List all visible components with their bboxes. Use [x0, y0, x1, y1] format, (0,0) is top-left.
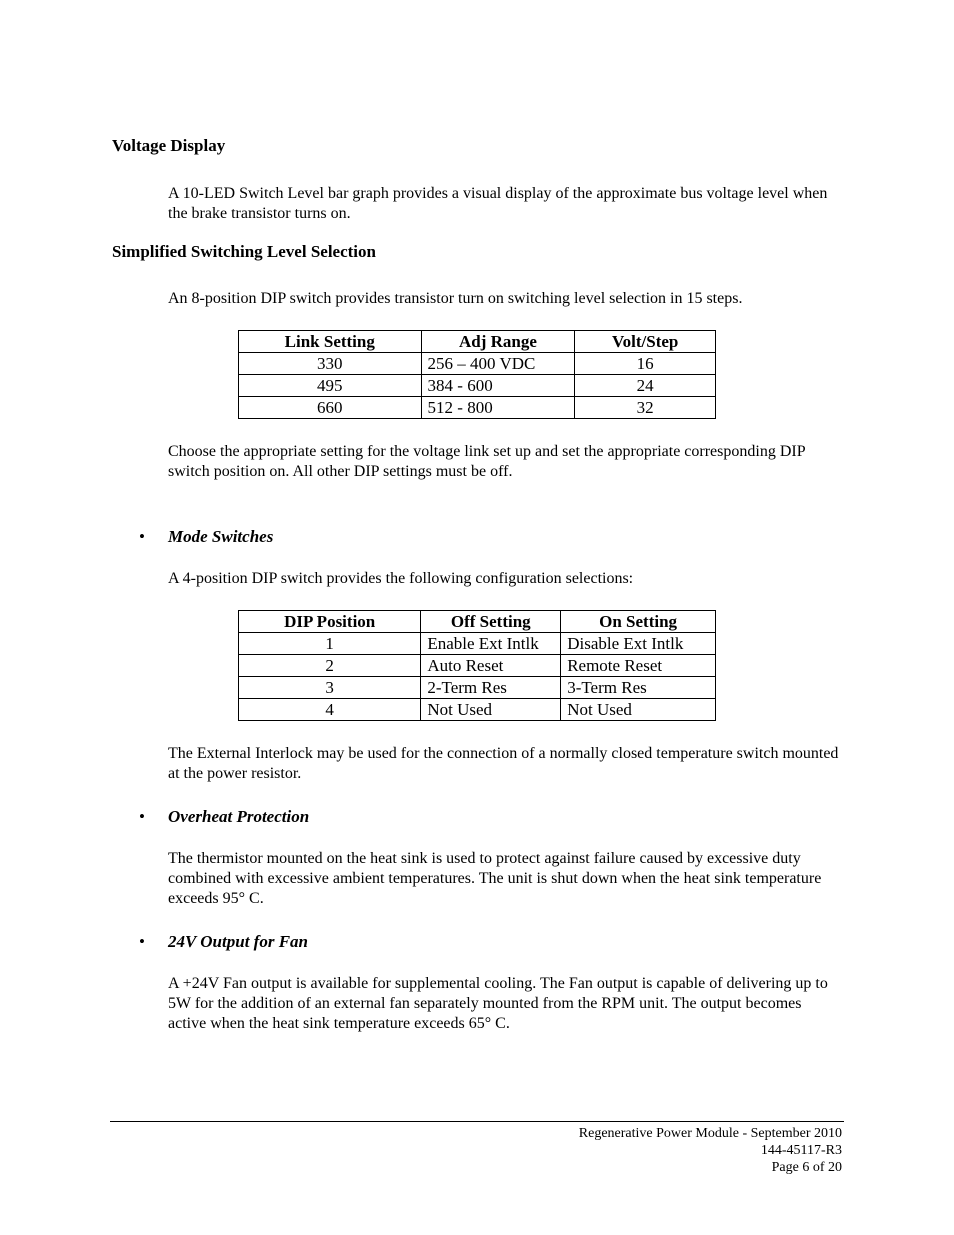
table-cell: 4: [239, 699, 421, 721]
table-cell: 3-Term Res: [561, 677, 716, 699]
table-header-cell: On Setting: [561, 611, 716, 633]
table-header-cell: Volt/Step: [575, 331, 716, 353]
bullet-title: Mode Switches: [168, 527, 274, 546]
overheat-paragraph: The thermistor mounted on the heat sink is used to protect against failure caused by excessive duty combined with excessive ambient temperatures. The unit is shut down when the heat sink temperature exceeds 95° C.: [168, 850, 822, 907]
table-row: [239, 633, 716, 655]
fan-output-paragraph: A +24V Fan output is available for supplemental cooling. The Fan output is capable of delivering up to 5W for the addition of an external fan separately mounted from the RPM unit. The output becomes active when the heat sink temperature exceeds 65° C.: [168, 975, 828, 1032]
table-header-cell: Adj Range: [421, 331, 575, 353]
table-row: [239, 397, 716, 419]
footer-document-number: 144-45117-R3: [760, 1143, 842, 1158]
table-cell: 256 – 400 VDC: [421, 353, 575, 375]
voltage-display-paragraph: A 10-LED Switch Level bar graph provides a visual display of the approximate bus voltage level when the brake transistor turns on.: [168, 185, 828, 222]
bullet-overheat-protection: [0, 807, 954, 827]
table-cell: 24: [575, 375, 716, 397]
table-cell: 3: [239, 677, 421, 699]
bullet-mode-switches: [0, 527, 954, 547]
table-cell: 660: [239, 397, 422, 419]
table-cell: 330: [239, 353, 422, 375]
bullet-icon: •: [139, 527, 145, 546]
table-row: [239, 375, 716, 397]
table-header-cell: DIP Position: [239, 611, 421, 633]
bullet-icon: •: [139, 932, 145, 951]
section-heading-voltage-display: Voltage Display: [112, 136, 226, 155]
table-header-row: [239, 611, 716, 633]
table-cell: 1: [239, 633, 421, 655]
table-cell: 384 - 600: [421, 375, 575, 397]
footer-document-title: Regenerative Power Module - September 2010: [578, 1126, 842, 1141]
dip-position-table: [238, 610, 716, 721]
section-heading-switching-level: Simplified Switching Level Selection: [112, 242, 376, 261]
footer-page-number: Page 6 of 20: [771, 1160, 842, 1175]
table-cell: 495: [239, 375, 422, 397]
bullet-title: Overheat Protection: [168, 807, 310, 826]
link-setting-table: [238, 330, 716, 419]
table-cell: Disable Ext Intlk: [561, 633, 716, 655]
table-row: [239, 655, 716, 677]
mode-switches-note: The External Interlock may be used for the connection of a normally closed temperature switch mounted at the power resistor.: [168, 745, 839, 782]
bullet-icon: •: [139, 807, 145, 826]
table-cell: 32: [575, 397, 716, 419]
bullet-fan-output: [0, 932, 954, 952]
table-header-cell: Off Setting: [421, 611, 561, 633]
bullet-title: 24V Output for Fan: [168, 932, 308, 951]
footer-divider: [110, 1121, 844, 1122]
table-cell: Not Used: [561, 699, 716, 721]
table-row: [239, 699, 716, 721]
table-row: [239, 677, 716, 699]
table-cell: 2: [239, 655, 421, 677]
table-cell: Not Used: [421, 699, 561, 721]
switching-level-note: Choose the appropriate setting for the voltage link set up and set the appropriate corresponding DIP switch position on. All other DIP settings must be off.: [168, 443, 806, 480]
table-cell: 2-Term Res: [421, 677, 561, 699]
table-row: [239, 353, 716, 375]
table-cell: 512 - 800: [421, 397, 575, 419]
table-header-cell: Link Setting: [239, 331, 422, 353]
table-header-row: [239, 331, 716, 353]
mode-switches-intro: A 4-position DIP switch provides the following configuration selections:: [168, 570, 634, 587]
table-cell: Remote Reset: [561, 655, 716, 677]
switching-level-intro: An 8-position DIP switch provides transistor turn on switching level selection in 15 steps.: [168, 290, 743, 307]
table-cell: Auto Reset: [421, 655, 561, 677]
table-cell: 16: [575, 353, 716, 375]
table-cell: Enable Ext Intlk: [421, 633, 561, 655]
